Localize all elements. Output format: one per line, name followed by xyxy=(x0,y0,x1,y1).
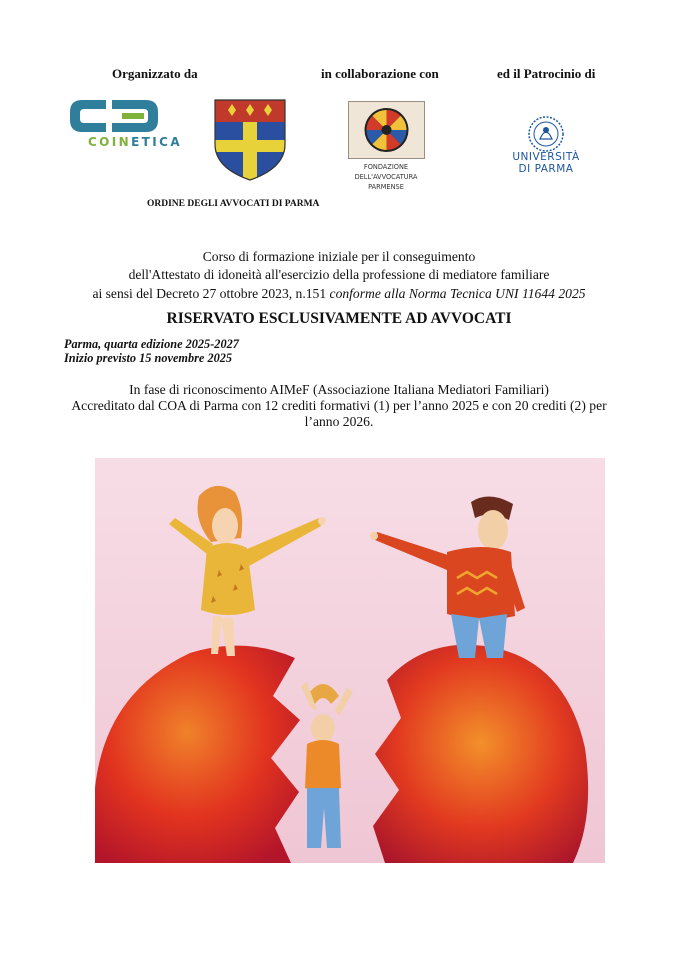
collaboration-heading: in collaborazione con xyxy=(321,66,439,81)
fondazione-logo-icon xyxy=(348,101,425,159)
ordine-label: ORDINE DEGLI AVVOCATI DI PARMA xyxy=(147,199,320,209)
recognition-text: In fase di riconoscimento AIMeF (Associazione Italiana Mediatori Familiari) xyxy=(129,382,549,397)
universita-label xyxy=(498,151,594,175)
course-line-3 xyxy=(0,286,678,302)
start-date-text: Inizio previsto 15 novembre 2025 xyxy=(64,351,233,365)
family-conflict-illustration xyxy=(95,458,605,863)
accreditation-line-1: Accreditato dal COA di Parma con 12 crediti formativi (1) per l’anno 2025 e con 20 crediti (2) per xyxy=(71,398,607,413)
decree-reference: ai sensi del Decreto 27 ottobre 2023, n.151 xyxy=(92,286,330,301)
organized-by-heading: Organizzato da xyxy=(112,66,198,81)
coinetica-suffix: ETICA xyxy=(131,135,183,149)
universita-line-1: UNIVERSITÀ xyxy=(512,151,580,163)
coinetica-logo xyxy=(68,98,202,154)
ordine-shield-icon xyxy=(213,98,287,182)
universita-line-2: DI PARMA xyxy=(518,163,574,175)
fondazione-label xyxy=(336,162,436,192)
coinetica-prefix: COIN xyxy=(87,135,132,149)
coinetica-wordmark xyxy=(68,135,202,149)
fondazione-line-1: FONDAZIONE xyxy=(363,163,409,171)
edition-text: Parma, quarta edizione 2025-2027 xyxy=(64,337,239,351)
coinetica-mark-icon xyxy=(68,98,202,134)
norma-reference: conforme alla Norma Tecnica UNI 11644 2025 xyxy=(329,286,586,301)
course-line-1: Corso di formazione iniziale per il conseguimento xyxy=(202,249,476,264)
patronage-heading: ed il Patrocinio di xyxy=(497,66,596,81)
accreditation-line-2: l’anno 2026. xyxy=(304,414,374,429)
fondazione-line-3: PARMENSE xyxy=(368,183,404,191)
reserved-heading: RISERVATO ESCLUSIVAMENTE AD AVVOCATI xyxy=(166,310,512,327)
universita-seal-icon xyxy=(527,115,565,153)
course-line-2: dell'Attestato di idoneità all'esercizio della professione di mediatore familiare xyxy=(128,267,550,282)
fondazione-line-2: DELL'AVVOCATURA xyxy=(354,173,418,181)
